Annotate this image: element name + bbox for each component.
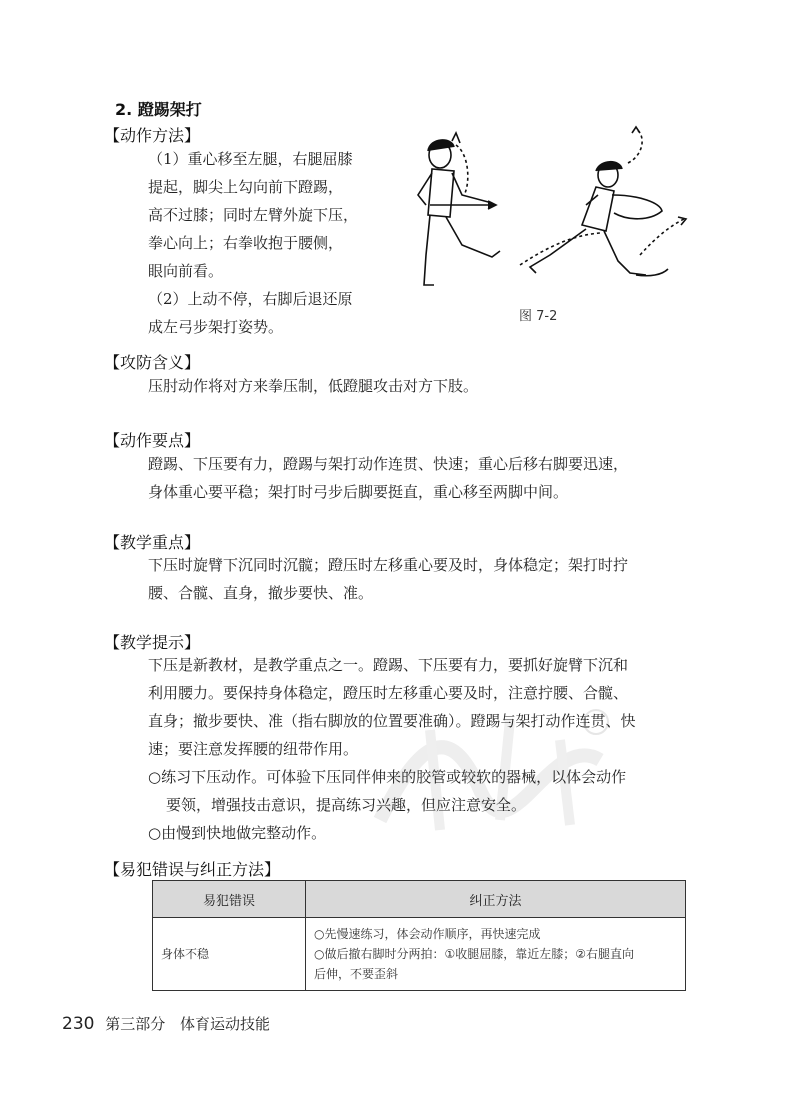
- teaching-focus-line-2: 腰、合髋、直身，撤步要快、准。: [148, 584, 374, 602]
- method-line-2: 提起，脚尖上勾向前下蹬踢，: [148, 178, 344, 196]
- method-body: [148, 145, 388, 341]
- meaning-body: [148, 372, 478, 400]
- teaching-tips-line-4: 速；要注意发挥腰的纽带作用。: [148, 740, 359, 758]
- teaching-focus-body: [148, 551, 628, 607]
- teaching-tips-line-6: 要领，增强技击意识，提高练习兴趣，但应注意安全。: [166, 796, 527, 814]
- figure-person-kick: [418, 133, 500, 285]
- fix-line-1: ○先慢速练习，体会动作顺序，再快速完成: [314, 927, 541, 941]
- page-number: 230: [62, 1014, 95, 1034]
- method-line-3: 高不过膝；同时左臂外旋下压，: [148, 206, 359, 224]
- table-row: [153, 918, 686, 991]
- teaching-tips-line-2: 利用腰力。要保持身体稳定，蹬压时左移重心要及时，注意拧腰、合髋、: [148, 684, 629, 702]
- errors-table: [152, 880, 686, 991]
- fix-cell: [306, 918, 686, 991]
- key-points-body: [148, 450, 628, 506]
- errors-title: 【易犯错误与纠正方法】: [104, 860, 281, 879]
- method-line-4: 拳心向上；右拳收抱于腰侧，: [148, 234, 344, 252]
- fix-line-3: 后伸，不要歪斜: [314, 967, 399, 981]
- method-line-6: （2）上动不停，右脚后退还原: [148, 290, 353, 308]
- method-line-1: （1）重心移至左腿，右腿屈膝: [148, 150, 353, 168]
- method-line-5: 眼向前看。: [148, 262, 224, 280]
- figure-caption: 图 7-2: [519, 309, 558, 324]
- teaching-focus-title: 【教学重点】: [104, 533, 201, 552]
- key-points-title: 【动作要点】: [104, 431, 201, 450]
- fix-line-2: ○做后撤右脚时分两拍：①收腿屈膝，靠近左膝；②右腿直向: [314, 947, 634, 961]
- figure-person-stance: [520, 127, 686, 276]
- key-points-line-2: 身体重心要平稳；架打时弓步后脚要挺直，重心移至两脚中间。: [148, 483, 569, 501]
- teaching-tips-title: 【教学提示】: [104, 633, 201, 652]
- teaching-tips-line-3: 直身；撤步要快、准（指右脚放的位置要准确）。蹬踢与架打动作连贯、快: [148, 712, 636, 730]
- teaching-tips-line-7: ○由慢到快地做完整动作。: [148, 824, 327, 842]
- meaning-line-1: 压肘动作将对方来拳压制，低蹬腿攻击对方下肢。: [148, 377, 479, 395]
- teaching-focus-line-1: 下压时旋臂下沉同时沉髋；蹬压时左移重心要及时，身体稳定；架打时拧: [148, 556, 629, 574]
- figure-illustration: [400, 125, 690, 295]
- method-line-7: 成左弓步架打姿势。: [148, 318, 284, 336]
- key-points-line-1: 蹬踢、下压要有力，蹬踢与架打动作连贯、快速；重心后移右脚要迅速，: [148, 455, 629, 473]
- section-heading: 2. 蹬踢架打: [115, 100, 202, 119]
- errors-table-header: [153, 881, 686, 918]
- header-fix: 纠正方法: [306, 881, 686, 918]
- meaning-title: 【攻防含义】: [104, 353, 201, 372]
- header-error: 易犯错误: [153, 881, 306, 918]
- method-title: 【动作方法】: [104, 126, 201, 145]
- part-label: 第三部分: [105, 1015, 166, 1033]
- teaching-tips-body: [148, 651, 636, 847]
- teaching-tips-line-5: ○练习下压动作。可体验下压同伴伸来的胶管或较软的器械，以体会动作: [148, 768, 627, 786]
- error-cell: 身体不稳: [153, 918, 306, 991]
- chapter-label: 体育运动技能: [180, 1015, 271, 1033]
- teaching-tips-line-1: 下压是新教材，是教学重点之一。蹬踢、下压要有力，要抓好旋臂下沉和: [148, 656, 629, 674]
- page-footer: [62, 1013, 270, 1034]
